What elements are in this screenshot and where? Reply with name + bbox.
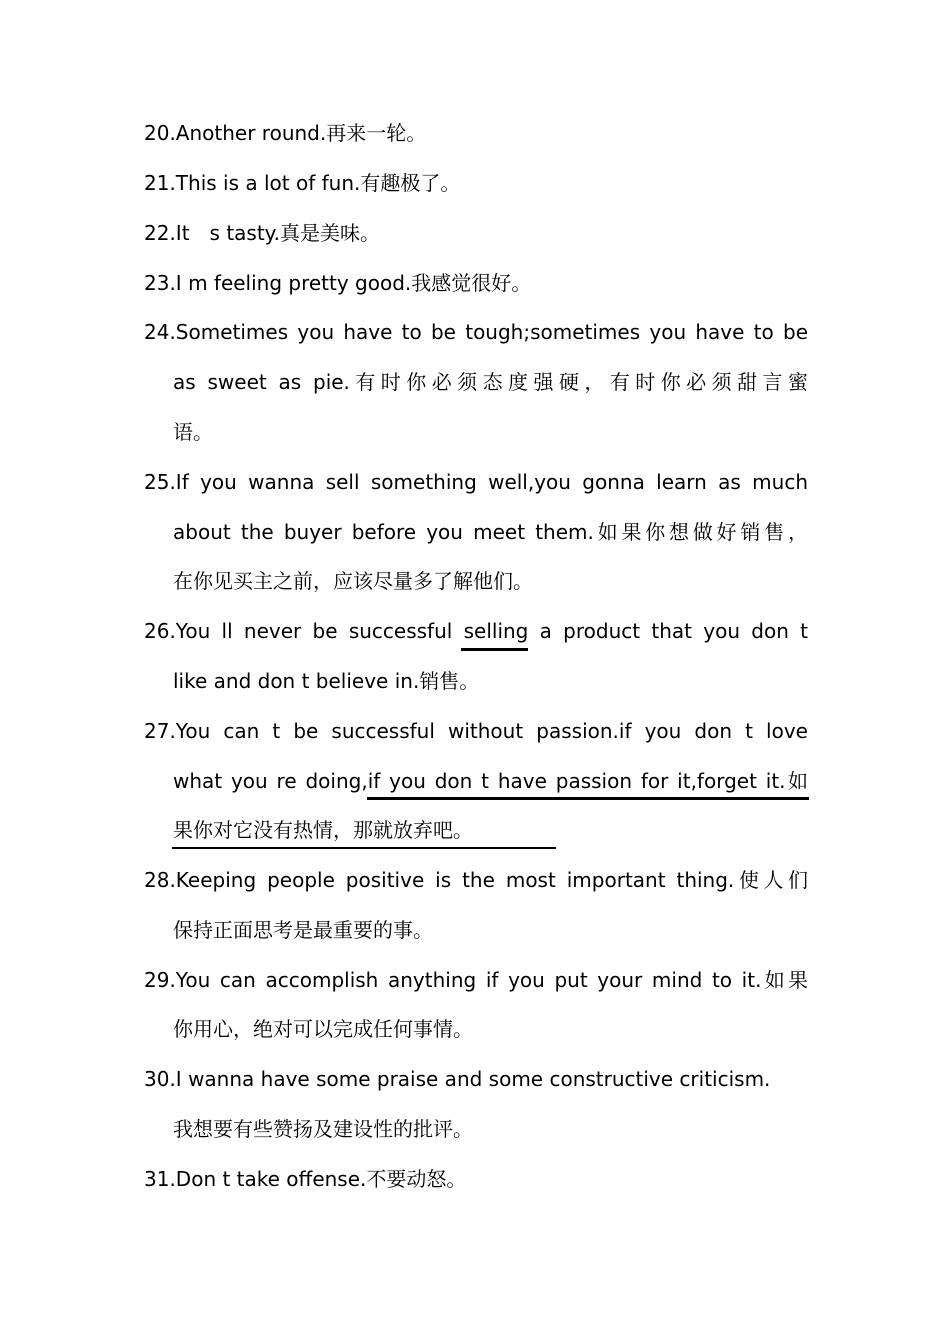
sentence-31: 31.Don t take offense.不要动怒。 bbox=[144, 1167, 467, 1191]
sentence-30-line-2: 我想要有些赞扬及建设性的批评。 bbox=[173, 1117, 473, 1141]
sentence-24-line-1: 24.Sometimes you have to be tough;sometimes you have to be bbox=[144, 320, 808, 344]
selling-underline bbox=[461, 648, 528, 651]
sentence-28-line-2: 保持正面思考是最重要的事。 bbox=[173, 918, 433, 942]
passion-underline-2 bbox=[172, 847, 556, 849]
sentence-27-line-2: what you re doing,if you don t have passion for it,forget it.如 bbox=[173, 769, 808, 793]
sentence-20: 20.Another round.再来一轮。 bbox=[144, 121, 427, 145]
sentence-24-line-3: 语。 bbox=[173, 420, 213, 444]
sentence-21: 21.This is a lot of fun.有趣极了。 bbox=[144, 171, 461, 195]
sentence-27-line-1: 27.You can t be successful without passion.if you don t love bbox=[144, 719, 808, 743]
sentence-27-line-3: 果你对它没有热情，那就放弃吧。 bbox=[173, 818, 473, 842]
sentence-22: 22.It ꜱ tasty.真是美味。 bbox=[144, 221, 381, 245]
sentence-28-line-1: 28.Keeping people positive is the most important thing.使人们 bbox=[144, 868, 808, 892]
sentence-25-line-2: about the buyer before you meet them.如果你想做好销售， bbox=[173, 520, 808, 544]
sentence-26-line-1: 26.You ll never be successful selling a product that you don t bbox=[144, 619, 808, 643]
passion-underline-1 bbox=[367, 797, 809, 800]
sentence-30-line-1: 30.I wanna have some praise and some constructive criticism. bbox=[144, 1067, 771, 1091]
sentence-24-line-2: as sweet as pie.有时你必须态度强硬，有时你必须甜言蜜 bbox=[173, 370, 808, 394]
sentence-29-line-1: 29.You can accomplish anything if you put your mind to it.如果 bbox=[144, 968, 808, 992]
sentence-29-line-2: 你用心，绝对可以完成任何事情。 bbox=[173, 1017, 473, 1041]
sentence-26-line-2: like and don t believe in.销售。 bbox=[173, 669, 480, 693]
sentence-23: 23.I m feeling pretty good.我感觉很好。 bbox=[144, 271, 532, 295]
sentence-25-line-3: 在你见买主之前，应该尽量多了解他们。 bbox=[173, 569, 533, 593]
sentence-25-line-1: 25.If you wanna sell something well,you gonna learn as much bbox=[144, 470, 808, 494]
